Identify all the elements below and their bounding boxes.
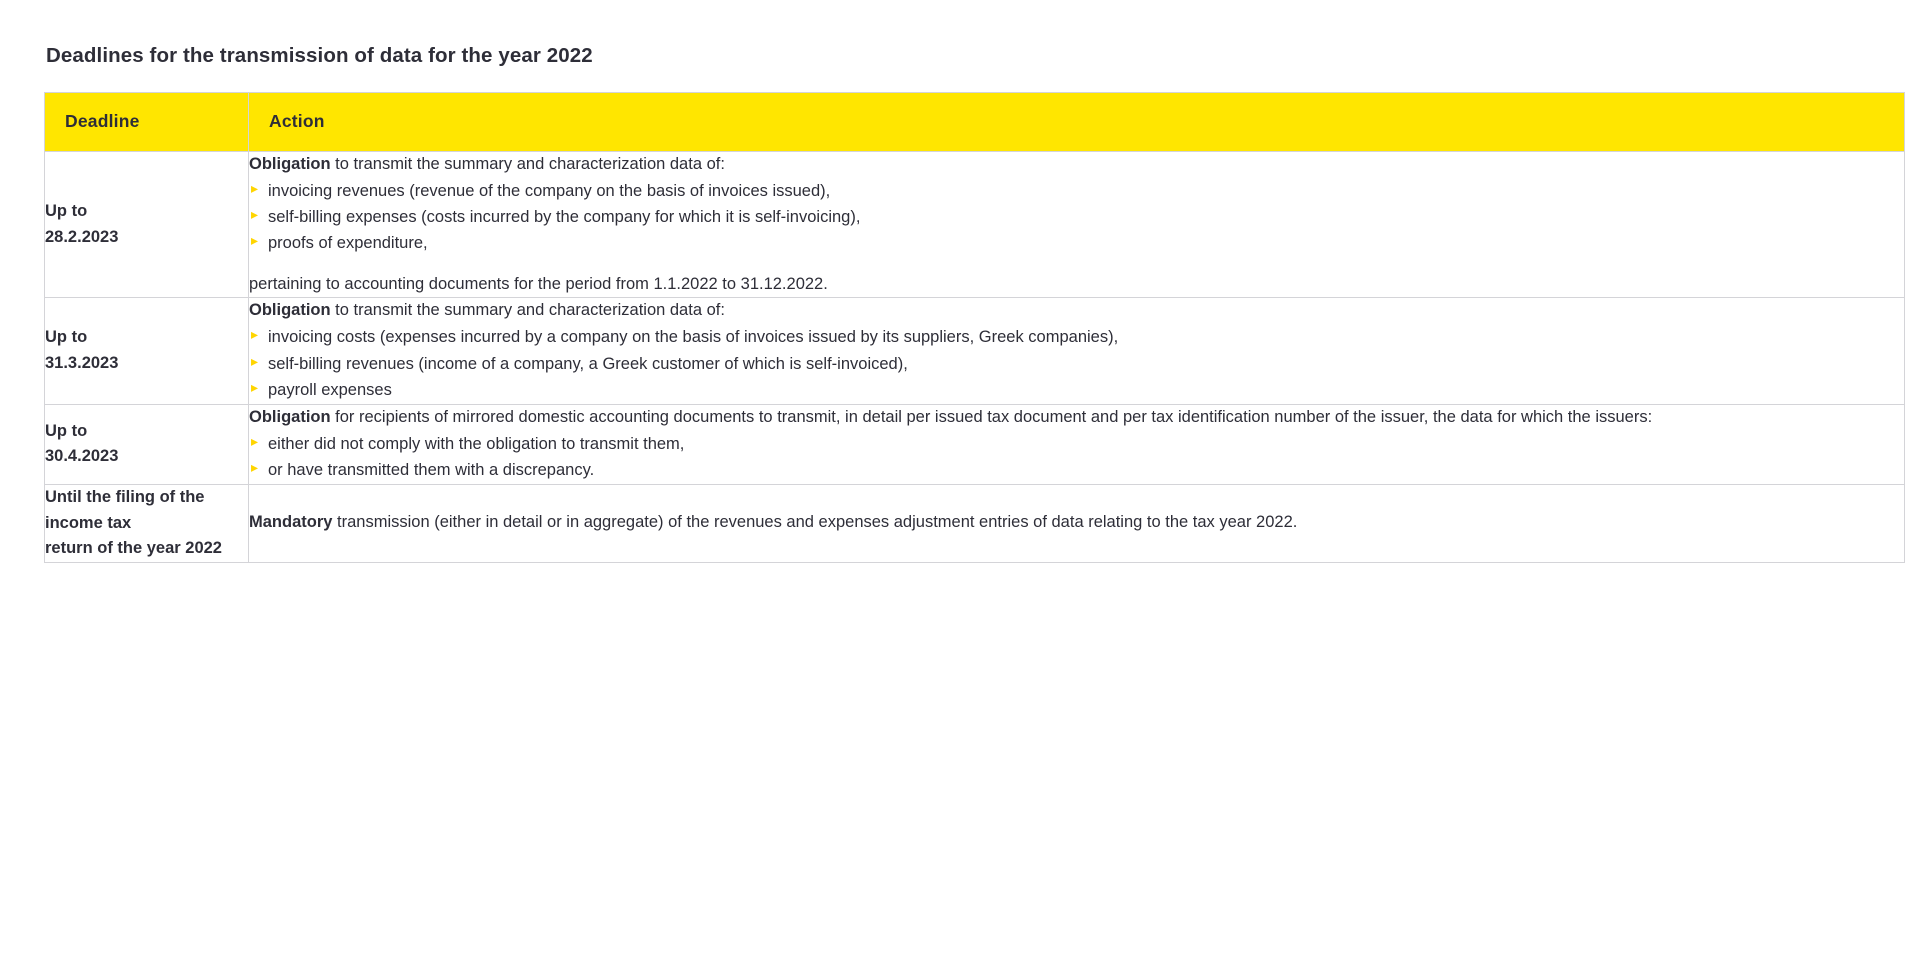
list-item xyxy=(249,205,1904,230)
table-row xyxy=(45,152,1905,298)
list-item xyxy=(249,231,1904,256)
deadline-cell xyxy=(45,484,249,562)
column-header-action: Action xyxy=(249,93,1905,152)
action-lead-strong: Obligation xyxy=(249,407,331,426)
table-header-row xyxy=(45,93,1905,152)
action-bullet-list xyxy=(249,325,1904,402)
column-header-deadline: Deadline xyxy=(45,93,249,152)
table-row xyxy=(45,484,1905,562)
action-lead-rest: for recipients of mirrored domestic accounting documents to transmit, in detail per issued tax document and per tax identification number of the issuer, the data for which the issuers: xyxy=(330,407,1653,426)
action-bullet-list xyxy=(249,432,1904,483)
deadline-line-2: return of the year 2022 xyxy=(45,539,222,558)
action-cell xyxy=(249,298,1905,404)
action-lead-strong: Obligation xyxy=(249,301,331,320)
deadline-cell xyxy=(45,298,249,404)
action-cell xyxy=(249,404,1905,484)
list-item xyxy=(249,458,1904,483)
list-item xyxy=(249,352,1904,377)
list-item xyxy=(249,432,1904,457)
table-row xyxy=(45,298,1905,404)
deadline-cell xyxy=(45,152,249,298)
list-item xyxy=(249,378,1904,403)
action-lead xyxy=(249,510,1904,535)
deadline-line-1: Up to xyxy=(45,202,88,221)
bullet-text: proofs of expenditure, xyxy=(268,234,428,253)
bullet-text: either did not comply with the obligation to transmit them, xyxy=(268,434,685,453)
deadlines-table xyxy=(44,92,1905,563)
deadline-line-2: 28.2.2023 xyxy=(45,227,119,246)
table-header xyxy=(45,93,1905,152)
deadline-cell xyxy=(45,404,249,484)
deadline-line-2: 31.3.2023 xyxy=(45,354,119,373)
bullet-text: invoicing costs (expenses incurred by a company on the basis of invoices issued by its suppliers, Greek companies), xyxy=(268,328,1119,347)
list-item xyxy=(249,325,1904,350)
deadline-line-1: Until the filing of the income tax xyxy=(45,487,205,532)
action-lead-rest: to transmit the summary and characterization data of: xyxy=(330,155,725,173)
deadline-line-2: 30.4.2023 xyxy=(45,447,119,466)
action-lead xyxy=(249,298,1904,323)
table-body xyxy=(45,152,1905,563)
deadline-line-1: Up to xyxy=(45,421,88,440)
page-title: Deadlines for the transmission of data for the year 2022 xyxy=(46,44,593,67)
bullet-text: invoicing revenues (revenue of the company on the basis of invoices issued), xyxy=(268,182,831,201)
bullet-text: self-billing expenses (costs incurred by the company for which it is self-invoicing), xyxy=(268,208,861,227)
bullet-text: self-billing revenues (income of a company, a Greek customer of which is self-invoiced), xyxy=(268,354,908,373)
action-lead-rest: to transmit the summary and characterization data of: xyxy=(330,301,725,320)
action-lead-rest: transmission (either in detail or in aggregate) of the revenues and expenses adjustment entries of data relating to the tax year 2022. xyxy=(332,512,1298,531)
action-lead xyxy=(249,405,1904,430)
deadline-line-1: Up to xyxy=(45,328,88,347)
list-item xyxy=(249,179,1904,204)
action-trailing-text: pertaining to accounting documents for the period from 1.1.2022 to 31.12.2022. xyxy=(249,275,828,294)
bullet-text: or have transmitted them with a discrepancy. xyxy=(268,460,595,479)
action-lead-strong: Obligation xyxy=(249,155,331,173)
action-cell xyxy=(249,152,1905,298)
action-lead xyxy=(249,152,1904,177)
action-bullet-list xyxy=(249,179,1904,256)
table-row xyxy=(45,404,1905,484)
action-lead-strong: Mandatory xyxy=(249,512,333,531)
bullet-text: payroll expenses xyxy=(268,380,392,399)
action-cell xyxy=(249,484,1905,562)
